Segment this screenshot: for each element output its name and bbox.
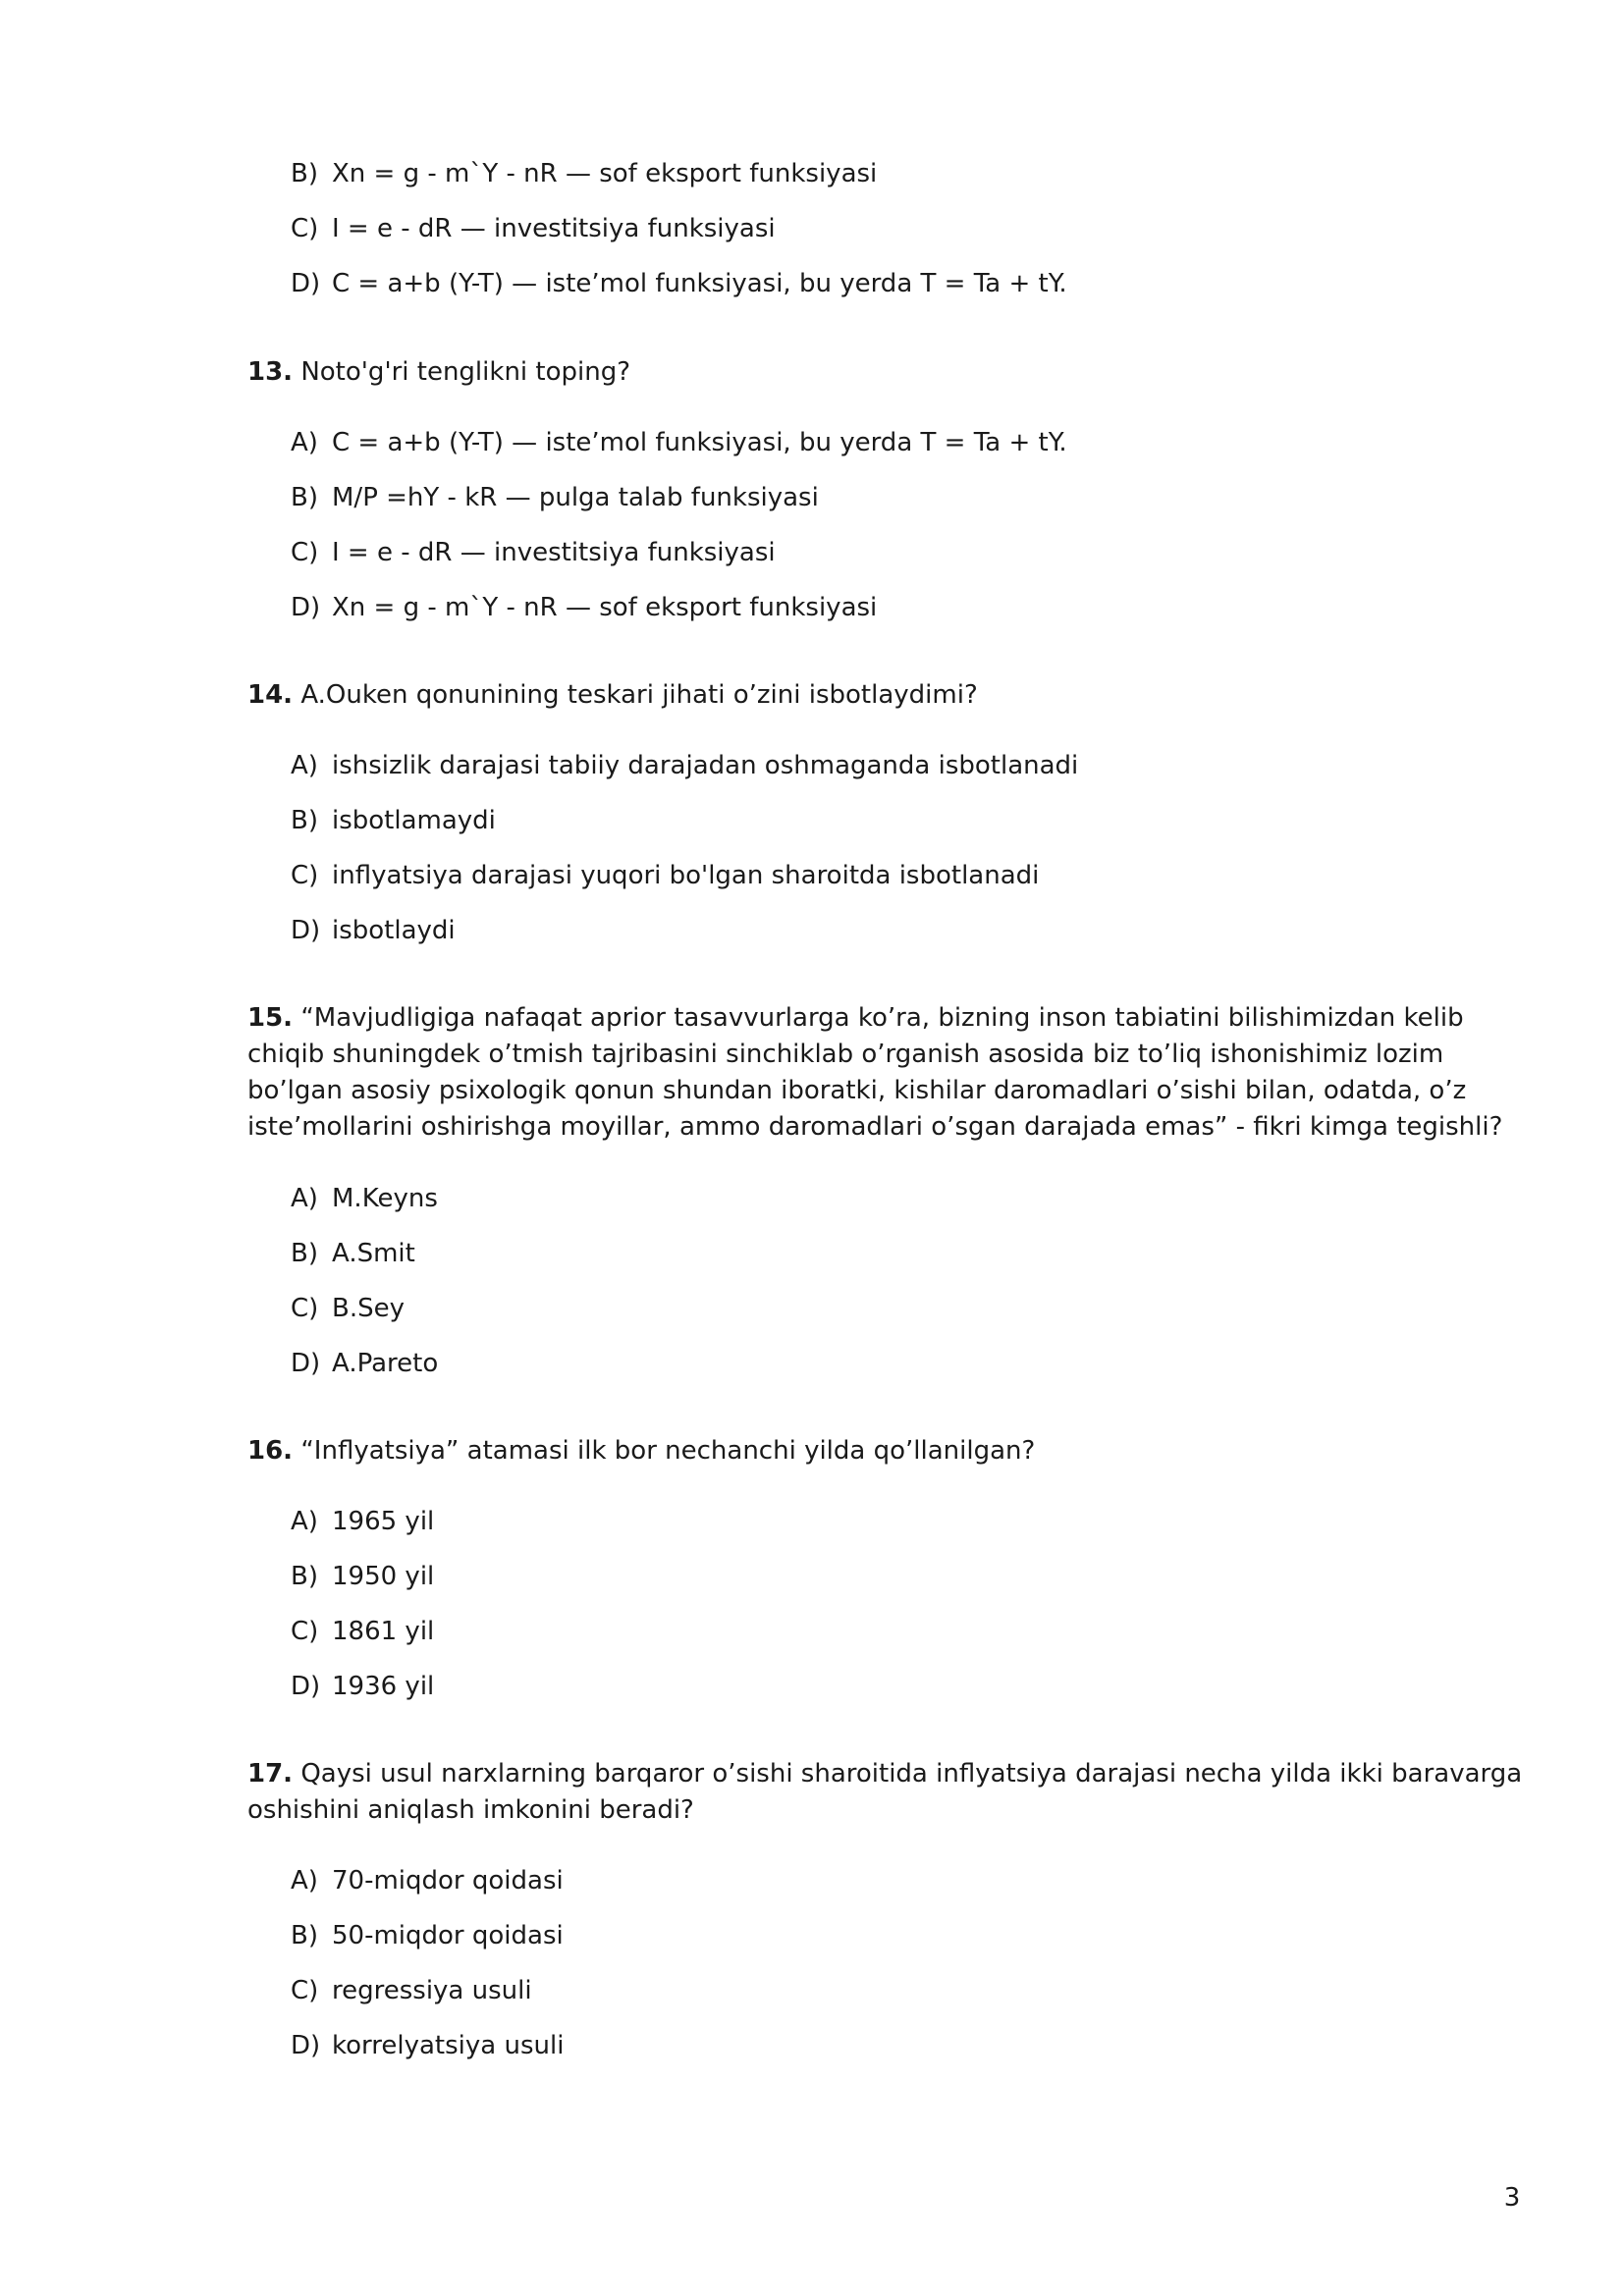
option-text: A.Pareto <box>332 1349 439 1378</box>
option-b <box>291 1908 564 1963</box>
question-17-options <box>291 1853 564 2073</box>
question-text: Qaysi usul narxlarning barqaror o’sishi sharoitida inflyatsiya darajasi necha yilda ikki baravarga oshishini aniqlash imkonini beradi? <box>247 1759 1523 1825</box>
question-number: 15. <box>247 1003 294 1033</box>
option-text: 1950 yil <box>332 1562 435 1591</box>
option-letter: D) <box>291 593 321 622</box>
option-c <box>291 1604 434 1659</box>
option-text: C = a+b (Y-T) — iste’mol funksiyasi, bu yerda T = Ta + tY. <box>332 428 1067 457</box>
question-16-options <box>291 1494 434 1714</box>
option-b <box>291 1226 438 1281</box>
option-text: C = a+b (Y-T) — iste’mol funksiyasi, bu yerda T = Ta + tY. <box>332 269 1067 298</box>
option-c <box>291 525 1067 580</box>
option-d <box>291 1659 434 1714</box>
option-letter: B) <box>291 1562 318 1591</box>
option-letter: B) <box>291 806 318 835</box>
question-16 <box>247 1433 1524 1469</box>
option-c <box>291 201 1067 256</box>
option-letter: D) <box>291 916 321 945</box>
question-14 <box>247 677 1524 714</box>
option-text: ishsizlik darajasi tabiiy darajadan oshmaganda isbotlanadi <box>332 751 1079 780</box>
option-letter: B) <box>291 1239 318 1268</box>
option-text: regressiya usuli <box>332 1976 532 2005</box>
option-letter: B) <box>291 483 318 512</box>
option-letter: C) <box>291 861 319 890</box>
option-letter: A) <box>291 1866 318 1896</box>
option-a <box>291 1171 438 1226</box>
option-letter: C) <box>291 1294 319 1323</box>
option-letter: A) <box>291 1507 318 1536</box>
option-c <box>291 848 1078 903</box>
option-text: isbotlamaydi <box>332 806 496 835</box>
option-letter: C) <box>291 1976 319 2005</box>
option-a <box>291 738 1078 793</box>
option-letter: A) <box>291 751 318 780</box>
option-letter: C) <box>291 214 319 243</box>
option-a <box>291 1494 434 1549</box>
question-13-options <box>291 415 1067 635</box>
option-d <box>291 903 1078 958</box>
option-c <box>291 1963 564 2018</box>
option-text: 70-miqdor qoidasi <box>332 1866 564 1896</box>
option-letter: D) <box>291 1349 321 1378</box>
question-text: Noto'g'ri tenglikni toping? <box>300 357 631 387</box>
question-number: 14. <box>247 680 294 710</box>
question-text: A.Ouken qonunining teskari jihati o’zini isbotlaydimi? <box>300 680 978 710</box>
question-text: “Inflyatsiya” atamasi ilk bor nechanchi yilda qo’llanilgan? <box>300 1436 1036 1466</box>
option-text: 1965 yil <box>332 1507 435 1536</box>
option-text: A.Smit <box>332 1239 415 1268</box>
option-text: Xn = g - m`Y - nR — sof eksport funksiyasi <box>332 593 878 622</box>
option-letter: D) <box>291 269 321 298</box>
option-a <box>291 415 1067 470</box>
option-letter: B) <box>291 159 318 188</box>
option-text: I = e - dR — investitsiya funksiyasi <box>332 538 776 567</box>
option-text: 1936 yil <box>332 1672 435 1701</box>
option-d <box>291 256 1067 311</box>
question-15 <box>247 1000 1524 1146</box>
option-b <box>291 470 1067 525</box>
carryover-options <box>291 146 1067 311</box>
option-text: I = e - dR — investitsiya funksiyasi <box>332 214 776 243</box>
option-letter: A) <box>291 1184 318 1213</box>
option-b <box>291 146 1067 201</box>
option-d <box>291 580 1067 635</box>
question-number: 16. <box>247 1436 294 1466</box>
question-number: 17. <box>247 1759 294 1789</box>
question-text: “Mavjudligiga nafaqat aprior tasavvurlarga ko’ra, bizning inson tabiatini bilishimizdan kelib chiqib shuningdek o’tmish tajribasini sinchiklab o’rganish asosida biz to’liq ishonishimiz lozim bo’lgan asosiy psixologik qonun shundan iboratki, kishilar daromadlari o’sishi bilan, odatda, o’z iste’mollarini oshirishga moyillar, ammo daromadlari o’sgan darajada emas” - fikri kimga tegishli? <box>247 1003 1503 1142</box>
option-letter: C) <box>291 1617 319 1646</box>
option-letter: C) <box>291 538 319 567</box>
option-c <box>291 1281 438 1336</box>
question-15-options <box>291 1171 438 1391</box>
question-13 <box>247 354 1524 391</box>
question-14-options <box>291 738 1078 958</box>
option-text: isbotlaydi <box>332 916 456 945</box>
option-text: inflyatsiya darajasi yuqori bo'lgan sharoitda isbotlanadi <box>332 861 1040 890</box>
option-text: M.Keyns <box>332 1184 438 1213</box>
option-text: korrelyatsiya usuli <box>332 2031 565 2060</box>
option-b <box>291 1549 434 1604</box>
option-letter: D) <box>291 1672 321 1701</box>
option-text: 50-miqdor qoidasi <box>332 1921 564 1950</box>
option-b <box>291 793 1078 848</box>
option-text: B.Sey <box>332 1294 405 1323</box>
option-text: M/P =hY - kR — pulga talab funksiyasi <box>332 483 819 512</box>
option-letter: A) <box>291 428 318 457</box>
option-letter: B) <box>291 1921 318 1950</box>
option-a <box>291 1853 564 1908</box>
option-text: 1861 yil <box>332 1617 435 1646</box>
option-text: Xn = g - m`Y - nR — sof eksport funksiyasi <box>332 159 878 188</box>
page-number: 3 <box>1503 2183 1521 2213</box>
question-number: 13. <box>247 357 294 387</box>
option-d <box>291 1336 438 1391</box>
option-d <box>291 2018 564 2073</box>
question-17 <box>247 1756 1524 1829</box>
option-letter: D) <box>291 2031 321 2060</box>
